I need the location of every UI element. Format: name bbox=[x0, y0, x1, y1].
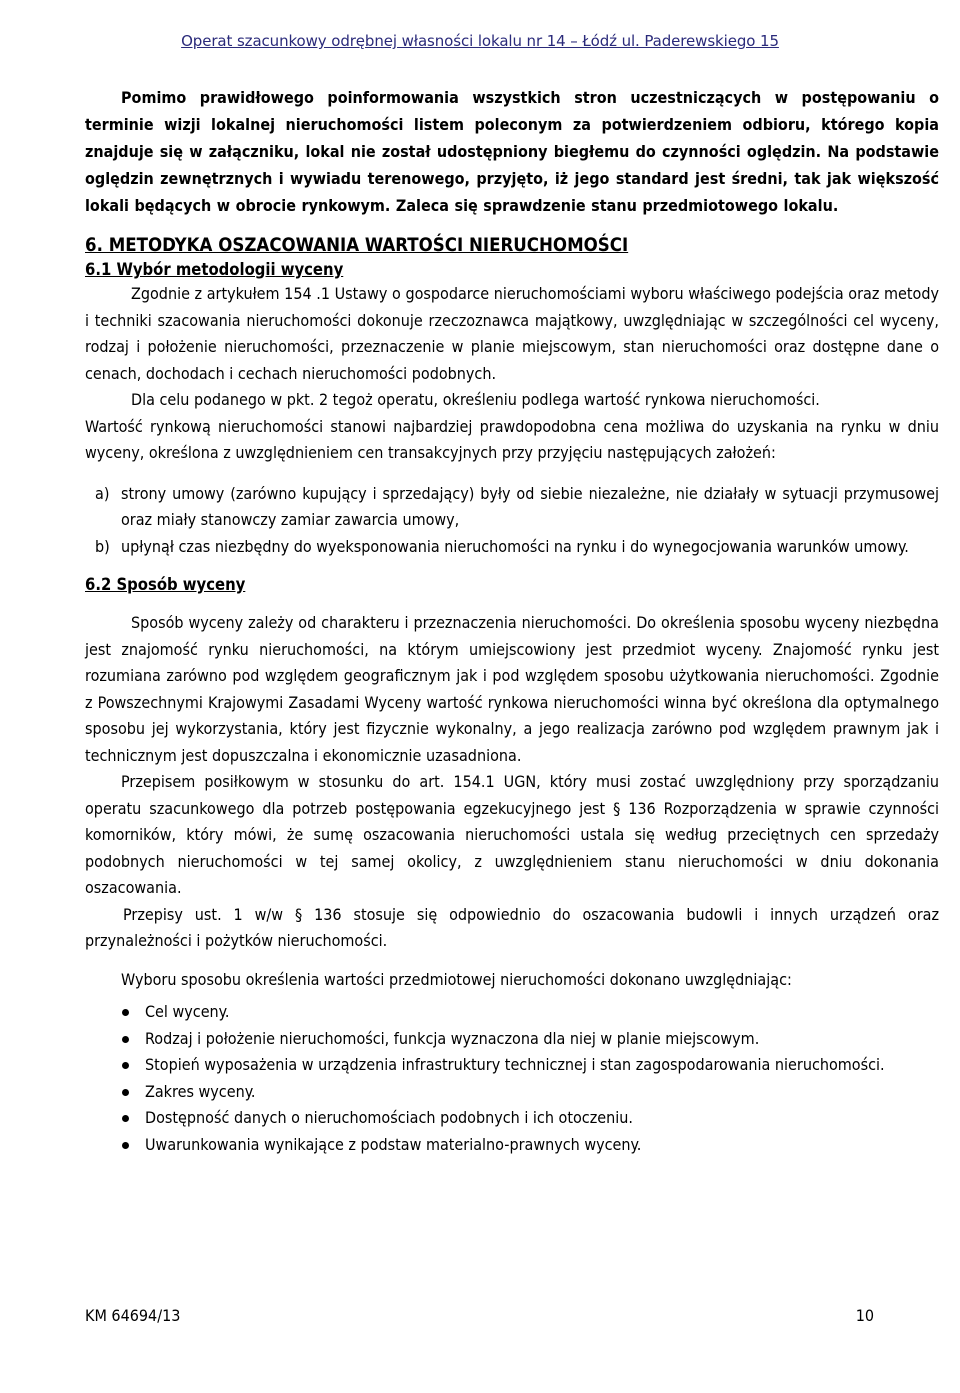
paragraph-section-136: Przepisy ust. 1 w/w § 136 stosuje się odpowiednio do oszacowania budowli i innych urządzeń oraz przynależności i pożytków nieruchomości. bbox=[85, 904, 939, 950]
list-item-text: Stopień wyposażenia w urządzenia infrastruktury technicznej i stan zagospodarowania nieruchomości. bbox=[145, 1055, 885, 1074]
list-item-text: Dostępność danych o nieruchomościach podobnych i ich otoczeniu. bbox=[145, 1108, 633, 1127]
list-item bbox=[85, 1132, 939, 1159]
bullet-icon bbox=[122, 1009, 129, 1016]
paragraph-auxiliary-regulation: Przepisem posiłkowym w stosunku do art. 154.1 UGN, który musi zostać uwzględniony przy sporządzaniu operatu szacunkowego dla potrzeb postępowania egzekucyjnego jest § 136 Rozporządzenia w sprawie czynności komorników, który mówi, że sumę oszacowania nieruchomości ustala się według przeciętnych cen sprzedaży podobnych nieruchomości w tej samej okolicy, z uwzględnieniem stanu nieruchomości w dniu dokonania oszacowania. bbox=[85, 772, 939, 897]
section-heading: 6. METODYKA OSZACOWANIA WARTOŚCI NIERUCHOMOŚCI bbox=[85, 235, 629, 256]
paragraph-legal-basis: Zgodnie z artykułem 154 .1 Ustawy o gospodarce nieruchomościami wyboru właściwego podejścia oraz metody i techniki szacowania nieruchomości dokonuje rzeczoznawca majątkowy, uwzględniając w szczególności cel wyceny, rodzaj i położenie nieruchomości, przeznaczenie w planie miejscowym, stan nieruchomości oraz dostępne dane o cenach, dochodach i cechach nieruchomości podobnych. bbox=[85, 284, 939, 383]
bullet-icon bbox=[122, 1115, 129, 1122]
page-number: 10 bbox=[855, 1306, 874, 1325]
list-item-text: strony umowy (zarówno kupujący i sprzedający) były od siebie niezależne, nie działały w sytuacji przymusowej oraz miały stanowczy zamiar zawarcia umowy, bbox=[121, 483, 939, 529]
page-footer bbox=[85, 1306, 874, 1325]
bullet-icon bbox=[122, 1062, 129, 1069]
list-item bbox=[85, 999, 939, 1026]
list-item bbox=[85, 1026, 939, 1053]
criteria-list bbox=[85, 999, 939, 1158]
paragraph-market-value: Dla celu podanego w pkt. 2 tegoż operatu, określeniu podlega wartość rynkowa nieruchomości. bbox=[131, 390, 820, 409]
page-content bbox=[85, 84, 939, 1158]
list-item-text: Rodzaj i położenie nieruchomości, funkcja wyznaczona dla niej w planie miejscowym. bbox=[145, 1028, 760, 1048]
subsection-heading-6-1: 6.1 Wybór metodologii wyceny bbox=[85, 260, 344, 279]
list-item bbox=[85, 1052, 939, 1079]
list-item bbox=[85, 1105, 939, 1132]
list-item-label: a) bbox=[95, 483, 110, 503]
list-item bbox=[85, 1079, 939, 1106]
list-item bbox=[85, 534, 939, 561]
list-item-text: upłynął czas niezbędny do wyeksponowania nieruchomości na rynku i do wynegocjowania warunków umowy. bbox=[121, 536, 909, 556]
document-number: KM 64694/13 bbox=[85, 1306, 181, 1325]
bullet-icon bbox=[122, 1036, 129, 1043]
list-item-text: Uwarunkowania wynikające z podstaw materialno-prawnych wyceny. bbox=[145, 1134, 642, 1154]
list-item bbox=[85, 481, 939, 534]
bullet-icon bbox=[122, 1142, 129, 1149]
paragraph-selection-criteria: Wyboru sposobu określenia wartości przedmiotowej nieruchomości dokonano uwzględniając: bbox=[121, 969, 792, 989]
bullet-icon bbox=[122, 1089, 129, 1096]
running-header: Operat szacunkowy odrębnej własności lokalu nr 14 – Łódź ul. Paderewskiego 15 bbox=[181, 32, 779, 50]
list-item-text: Cel wyceny. bbox=[145, 1002, 230, 1021]
intro-paragraph bbox=[85, 84, 939, 219]
paragraph-valuation-method: Sposób wyceny zależy od charakteru i przeznaczenia nieruchomości. Do określenia sposobu wyceny niezbędna jest znajomość rynku nieruchomości, na którym umiejscowiony jest przedmiot wyceny. Znajomość rynku jest rozumiana zarówno pod względem geograficznym jak i pod względem sposobu użytkowania nieruchomości. Zgodnie z Powszechnymi Krajowymi Zasadami Wyceny wartość rynkowa nieruchomości winna być określona dla optymalnego sposobu jej wykorzystania, który jest fizycznie wykonalny, a jego realizacja zarówno pod względem prawnym jak i technicznym jest dopuszczalna i ekonomicznie uzasadniona. bbox=[85, 613, 939, 765]
list-item-text: Zakres wyceny. bbox=[145, 1081, 256, 1101]
subsection-heading-6-2: 6.2 Sposób wyceny bbox=[85, 575, 246, 594]
paragraph-definition: Wartość rynkową nieruchomości stanowi najbardziej prawdopodobna cena możliwa do uzyskania na rynku w dniu wyceny, określona z uwzględnieniem cen transakcyjnych przy przyjęciu następujących założeń: bbox=[85, 416, 939, 462]
intro-text: Pomimo prawidłowego poinformowania wszystkich stron uczestniczących w postępowaniu o terminie wizji lokalnej nieruchomości listem poleconym za potwierdzeniem odbioru, którego kopia znajduje się w załączniku, lokal nie został udostępniony biegłemu do czynności oględzin. Na podstawie oględzin zewnętrznych i wywiadu terenowego, przyjęto, iż jego standard jest średni, tak jak większość lokali będących w obrocie rynkowym. Zaleca się sprawdzenie stanu przedmiotowego lokalu. bbox=[85, 88, 939, 215]
conditions-list bbox=[85, 481, 939, 561]
list-item-label: b) bbox=[95, 536, 110, 556]
